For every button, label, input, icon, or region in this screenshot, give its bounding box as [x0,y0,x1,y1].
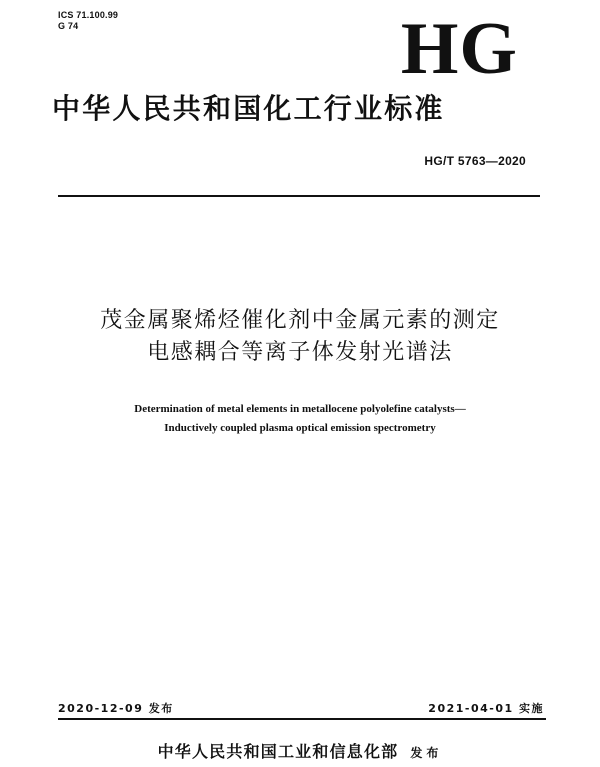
top-divider [58,195,540,197]
ics-code: ICS 71.100.99 [58,10,119,20]
hg-logo: HG [400,8,518,90]
bottom-divider [58,718,546,720]
title-english-line2: Inductively coupled plasma optical emission spectrometry [164,422,436,434]
title-chinese-line2: 电感耦合等离子体发射光谱法 [147,340,453,365]
issue-label: 发布 [410,746,443,760]
title-english-line1: Determination of metal elements in metallocene polyolefine catalysts— [134,403,466,415]
standard-type-heading: 中华人民共和国化工行业标准 [52,92,445,125]
issue-date: 2020-12-09 发布 [58,702,174,715]
standard-number: HG/T 5763—2020 [424,154,526,168]
issuer-name: 中华人民共和国工业和信息化部 [157,742,399,761]
document-title-english [0,400,600,438]
title-chinese-line1: 茂金属聚烯烃催化剂中金属元素的测定 [100,308,500,333]
implementation-date: 2021-04-01 实施 [428,702,544,715]
classification-codes [58,10,118,32]
document-title-chinese [0,305,600,369]
issuing-authority [0,742,600,763]
category-code: G 74 [58,21,79,31]
